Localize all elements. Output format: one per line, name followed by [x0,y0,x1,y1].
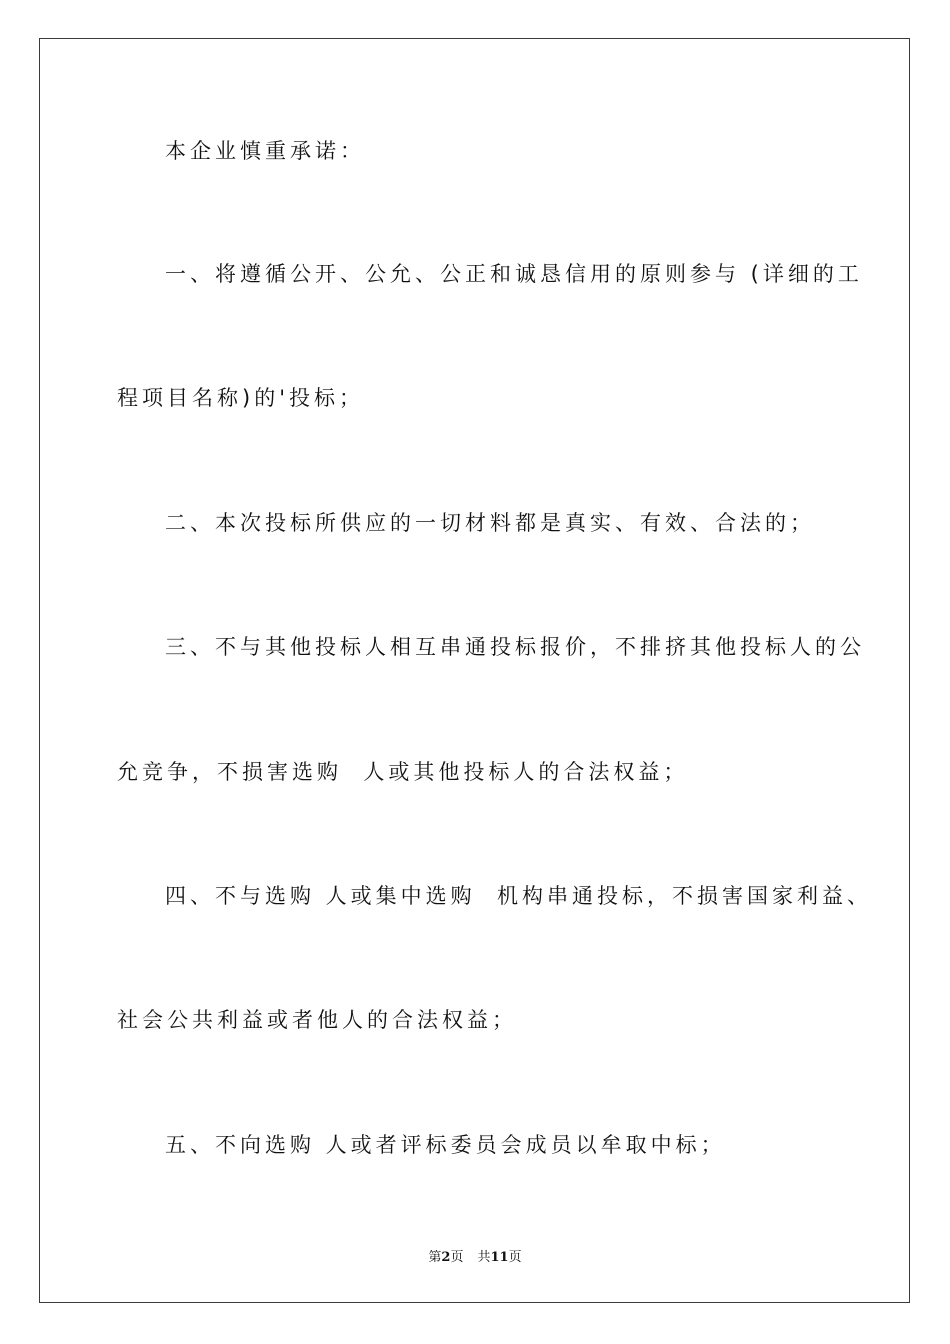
clause-5: 五、不向选购 人或者评标委员会成员以牟取中标； [165,1133,726,1157]
total-suffix: 页 [508,1250,522,1265]
clause-3-line-2: 允竞争，不损害选购 人或其他投标人的合法权益； [117,760,689,784]
page-prefix: 第 [428,1250,442,1265]
clause-4-line-1: 四、不与选购 人或集中选购 机构串通投标，不损害国家利益、 [165,884,873,908]
clause-1-line-2: 程项目名称)的'投标； [117,386,364,410]
page-frame [39,38,910,1303]
opening-statement: 本企业慎重承诺： [165,139,365,163]
total-pages: 11 [490,1250,509,1265]
total-prefix: 共 [477,1250,491,1265]
clause-3-line-1: 三、不与其他投标人相互串通投标报价，不排挤其他投标人的公 [165,635,865,659]
page-number: 2 [441,1250,451,1265]
clause-1-line-1: 一、将遵循公开、公允、公正和诚恳信用的原则参与 (详细的工 [165,262,863,286]
clause-4-line-2: 社会公共利益或者他人的合法权益； [117,1008,517,1032]
clause-2: 二、本次投标所供应的一切材料都是真实、有效、合法的； [165,511,815,535]
page-footer [0,1249,950,1267]
page-suffix: 页 [450,1250,464,1265]
